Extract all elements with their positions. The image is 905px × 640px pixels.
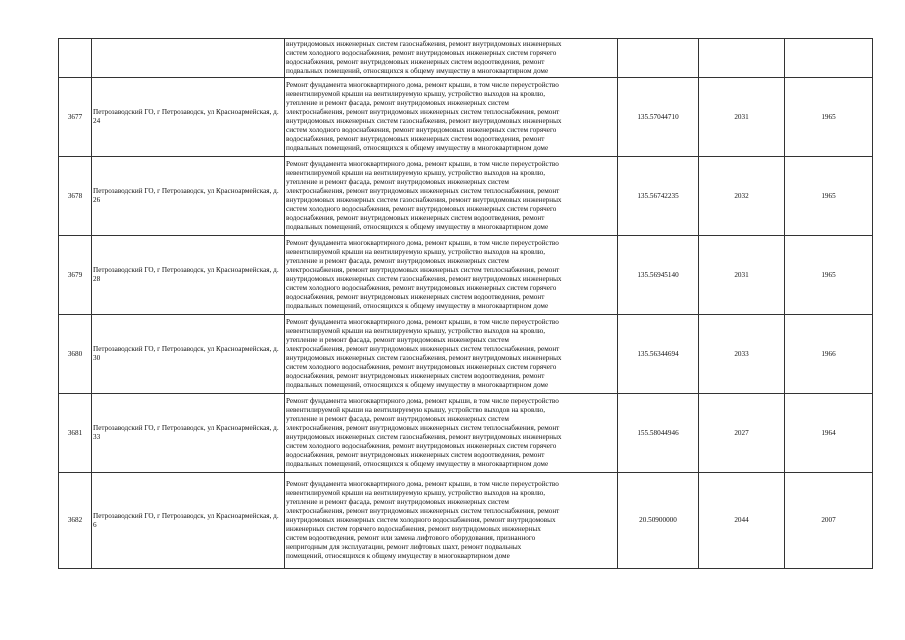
row-number: 3682 — [59, 473, 92, 569]
table-row — [59, 78, 873, 157]
area-cell: 135.56742235 — [618, 157, 699, 236]
area-cell — [618, 39, 699, 78]
works-cell — [285, 236, 618, 315]
works-text: Ремонт фундамента многоквартирного дома, ремонт крыши, в том числе переустройство невентилируемой крыши на вентилируемую крышу, устройство выходов на кровлю, утепление и ремонт фасада, ремонт внутридомовых инженерных систем электроснабжения, ремонт внутридомовых инженерных систем теплоснабжения, ремонт внутридомовых инженерных систем газоснабжения, ремонт внутридомовых инженерных систем холодного водоснабжения, ремонт внутридомовых инженерных систем горячего водоснабжения, ремонт внутридомовых инженерных систем водоотведения, ремонт подвальных помещений, относящихся к общему имуществу в многоквартирном доме — [286, 397, 562, 468]
address-cell: Петрозаводский ГО, г Петрозаводск, ул Красноармейская, д. 26 — [92, 157, 285, 236]
works-text: Ремонт фундамента многоквартирного дома, ремонт крыши, в том числе переустройство невентилируемой крыши на вентилируемую крышу, устройство выходов на кровлю, утепление и ремонт фасада, ремонт внутридомовых инженерных систем электроснабжения, ремонт внутридомовых инженерных систем теплоснабжения, ремонт внутридомовых инженерных систем газоснабжения, ремонт внутридомовых инженерных систем холодного водоснабжения, ремонт внутридомовых инженерных систем горячего водоснабжения, ремонт внутридомовых инженерных систем водоотведения, ремонт подвальных помещений, относящихся к общему имуществу в многоквартирном доме — [286, 160, 562, 231]
repair-year-cell: 2032 — [699, 157, 785, 236]
built-year-cell — [785, 39, 873, 78]
repair-year-cell: 2031 — [699, 236, 785, 315]
works-cell — [285, 157, 618, 236]
address-cell: Петрозаводский ГО, г Петрозаводск, ул Красноармейская, д. 30 — [92, 315, 285, 394]
address-cell: Петрозаводский ГО, г Петрозаводск, ул Красноармейская, д. 28 — [92, 236, 285, 315]
row-number: 3681 — [59, 394, 92, 473]
built-year-cell: 1964 — [785, 394, 873, 473]
built-year-cell: 1965 — [785, 157, 873, 236]
built-year-cell: 1965 — [785, 236, 873, 315]
table-row — [59, 394, 873, 473]
row-number: 3677 — [59, 78, 92, 157]
table-row-continued — [59, 39, 873, 78]
area-cell: 155.58044946 — [618, 394, 699, 473]
area-cell: 135.56344694 — [618, 315, 699, 394]
built-year-cell: 1965 — [785, 78, 873, 157]
repair-year-cell: 2031 — [699, 78, 785, 157]
repair-year-cell: 2033 — [699, 315, 785, 394]
row-number: 3678 — [59, 157, 92, 236]
repair-year-cell: 2044 — [699, 473, 785, 569]
works-text: внутридомовых инженерных систем газоснабжения, ремонт внутридомовых инженерных систем холодного водоснабжения, ремонт внутридомовых инженерных систем горячего водоснабжения, ремонт внутридомовых инженерных систем водоотведения, ремонт подвальных помещений, относящихся к общему имуществу в многоквартирном доме — [286, 40, 562, 75]
table-row — [59, 157, 873, 236]
address-cell: Петрозаводский ГО, г Петрозаводск, ул Красноармейская, д. 24 — [92, 78, 285, 157]
works-cell — [285, 473, 618, 569]
area-cell: 20.50900000 — [618, 473, 699, 569]
table-row — [59, 473, 873, 569]
row-number: 3680 — [59, 315, 92, 394]
works-cell — [285, 394, 618, 473]
works-text: Ремонт фундамента многоквартирного дома, ремонт крыши, в том числе переустройство невентилируемой крыши на вентилируемую крышу, устройство выходов на кровлю, утепление и ремонт фасада, ремонт внутридомовых инженерных систем электроснабжения, ремонт внутридомовых инженерных систем теплоснабжения, ремонт внутридомовых инженерных систем газоснабжения, ремонт внутридомовых инженерных систем холодного водоснабжения, ремонт внутридомовых инженерных систем горячего водоснабжения, ремонт внутридомовых инженерных систем водоотведения, ремонт подвальных помещений, относящихся к общему имуществу в многоквартирном доме — [286, 318, 562, 389]
row-number — [59, 39, 92, 78]
address-cell: Петрозаводский ГО, г Петрозаводск, ул Красноармейская, д. 33 — [92, 394, 285, 473]
area-cell: 135.57044710 — [618, 78, 699, 157]
works-cell — [285, 39, 618, 78]
address-cell: Петрозаводский ГО, г Петрозаводск, ул Красноармейская, д. 6 — [92, 473, 285, 569]
works-cell — [285, 78, 618, 157]
built-year-cell: 1966 — [785, 315, 873, 394]
works-text: Ремонт фундамента многоквартирного дома, ремонт крыши, в том числе переустройство невентилируемой крыши на вентилируемую крышу, устройство выходов на кровлю, утепление и ремонт фасада, ремонт внутридомовых инженерных систем электроснабжения, ремонт внутридомовых инженерных систем теплоснабжения, ремонт внутридомовых инженерных систем холодного водоснабжения, ремонт внутридомовых инженерных систем горячего водоснабжения, ремонт внутридомовых инженерных систем водоотведения, ремонт или замена лифтового оборудования, признанного непригодным для эксплуатации, ремонт лифтовых шахт, ремонт подвальных помещений, относящихся к общему имуществу в многоквартирном доме — [286, 480, 560, 560]
capital-repair-table — [58, 38, 873, 569]
repair-year-cell — [699, 39, 785, 78]
works-cell — [285, 315, 618, 394]
built-year-cell: 2007 — [785, 473, 873, 569]
table-body — [59, 39, 873, 569]
works-text: Ремонт фундамента многоквартирного дома, ремонт крыши, в том числе переустройство невентилируемой крыши на вентилируемую крышу, устройство выходов на кровлю, утепление и ремонт фасада, ремонт внутридомовых инженерных систем электроснабжения, ремонт внутридомовых инженерных систем теплоснабжения, ремонт внутридомовых инженерных систем газоснабжения, ремонт внутридомовых инженерных систем холодного водоснабжения, ремонт внутридомовых инженерных систем горячего водоснабжения, ремонт внутридомовых инженерных систем водоотведения, ремонт подвальных помещений, относящихся к общему имуществу в многоквартирном доме — [286, 239, 562, 310]
table-row — [59, 236, 873, 315]
works-text: Ремонт фундамента многоквартирного дома, ремонт крыши, в том числе переустройство невентилируемой крыши на вентилируемую крышу, устройство выходов на кровлю, утепление и ремонт фасада, ремонт внутридомовых инженерных систем электроснабжения, ремонт внутридомовых инженерных систем теплоснабжения, ремонт внутридомовых инженерных систем газоснабжения, ремонт внутридомовых инженерных систем холодного водоснабжения, ремонт внутридомовых инженерных систем горячего водоснабжения, ремонт внутридомовых инженерных систем водоотведения, ремонт подвальных помещений, относящихся к общему имуществу в многоквартирном доме — [286, 81, 562, 152]
area-cell: 135.56945140 — [618, 236, 699, 315]
address-cell — [92, 39, 285, 78]
repair-year-cell: 2027 — [699, 394, 785, 473]
row-number: 3679 — [59, 236, 92, 315]
table-row — [59, 315, 873, 394]
